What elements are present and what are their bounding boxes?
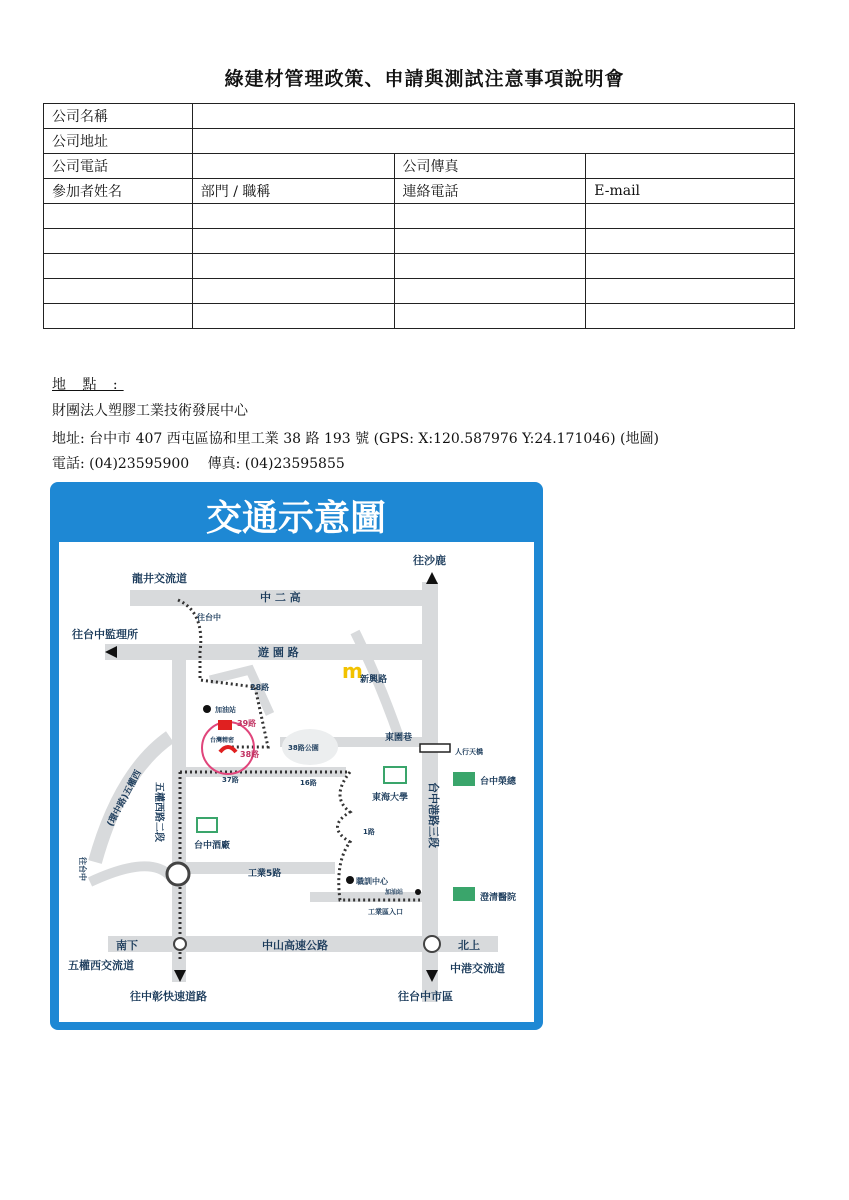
attendee-cell[interactable]	[394, 204, 586, 229]
table-row	[44, 254, 795, 279]
gas-station-icon	[415, 889, 421, 895]
label-road37: 37路	[222, 776, 239, 784]
label-industrial-entry: 工業區入口	[368, 908, 403, 916]
label-footbridge: 人行天橋	[455, 748, 483, 756]
plastics-center-icon	[218, 720, 232, 730]
attendee-cell[interactable]	[586, 254, 795, 279]
label-gas: 加油站	[215, 706, 236, 714]
dept-title-header: 部門 / 職稱	[192, 179, 394, 204]
label-north: 北上	[458, 939, 480, 952]
winery-icon	[197, 818, 217, 832]
address-line[interactable]: 地址: 台中市 407 西屯區協和里工業 38 路 193 號 (GPS: X:120.587976 Y:24.171046) (地圖)	[52, 431, 659, 447]
table-header-row	[44, 179, 795, 204]
label-road5: 工業5路	[248, 869, 282, 879]
footbridge-icon	[420, 744, 450, 752]
table-row	[44, 104, 795, 129]
company-fax-label: 公司傳真	[394, 154, 586, 179]
attendee-cell[interactable]	[44, 254, 193, 279]
company-phone-field[interactable]	[192, 154, 394, 179]
table-row	[44, 304, 795, 329]
attendee-cell[interactable]	[192, 254, 394, 279]
phone-fax-line: 電話: (04)23595900 傳真: (04)23595855	[52, 456, 345, 472]
attendee-cell[interactable]	[586, 279, 795, 304]
attendee-cell[interactable]	[394, 229, 586, 254]
label-south: 南下	[116, 939, 138, 952]
label-to-zhongzhang: 往中彰快速道路	[130, 990, 207, 1003]
company-address-label: 公司地址	[44, 129, 193, 154]
label-winery: 台中酒廠	[194, 841, 231, 851]
label-taichung-port: 台中港路三段	[427, 782, 440, 848]
label-wuquan-west2: 五權西路二段	[153, 782, 164, 842]
label-zhongshan-hwy: 中山高速公路	[262, 939, 328, 952]
label-road39: 39路	[237, 719, 257, 728]
company-name-label: 公司名稱	[44, 104, 193, 129]
attendee-cell[interactable]	[44, 304, 193, 329]
label-road38: 38路	[240, 750, 260, 759]
page-title: 綠建材管理政策、申請與測試注意事項說明會	[224, 68, 625, 90]
attendee-cell[interactable]	[192, 304, 394, 329]
label-zhonggang-ic: 中港交流道	[450, 962, 505, 975]
attendee-cell[interactable]	[44, 229, 193, 254]
attendee-cell[interactable]	[394, 304, 586, 329]
company-fax-field[interactable]	[586, 154, 795, 179]
attendee-cell[interactable]	[44, 279, 193, 304]
university-icon	[384, 767, 406, 783]
label-to-prison: 往台中監理所	[72, 628, 138, 641]
company-address-field[interactable]	[192, 129, 794, 154]
label-plastics: 台灣精密	[210, 737, 235, 744]
table-row	[44, 154, 795, 179]
attendee-cell[interactable]	[192, 279, 394, 304]
traffic-map	[50, 482, 543, 1030]
label-tunghai: 東海大學	[372, 793, 409, 803]
attendee-name-header: 參加者姓名	[44, 179, 193, 204]
hospital-icon	[453, 772, 475, 786]
location-label: 地 點 :	[52, 377, 124, 393]
attendee-cell[interactable]	[586, 204, 795, 229]
label-to-taichung-v: 往台中	[197, 613, 221, 622]
registration-form	[43, 103, 795, 329]
company-name-field[interactable]	[192, 104, 794, 129]
gas-station-icon	[203, 705, 211, 713]
table-row	[44, 129, 795, 154]
table-row	[44, 279, 795, 304]
email-header: E-mail	[586, 179, 795, 204]
label-to-shalu: 往沙鹿	[413, 554, 446, 567]
label-road1: 1路	[363, 828, 375, 836]
attendee-cell[interactable]	[586, 304, 795, 329]
interchange-icon	[424, 936, 440, 952]
label-longjing: 龍井交流道	[132, 572, 187, 585]
label-zhonger: 中 二 高	[260, 591, 301, 604]
table-row	[44, 229, 795, 254]
organization-name: 財團法人塑膠工業技術發展中心	[52, 403, 248, 419]
attendee-cell[interactable]	[586, 229, 795, 254]
label-rongzong: 台中榮總	[480, 777, 517, 787]
label-dongyuan: 東園巷	[385, 733, 413, 743]
label-youyuan: 遊 園 路	[258, 646, 299, 659]
label-chengching: 澄清醫院	[480, 893, 517, 903]
map-title: 交通示意圖	[205, 498, 387, 539]
label-to-downtown: 往台中市區	[398, 990, 453, 1003]
label-training: 職訓中心	[356, 877, 388, 886]
label-road16: 16路	[300, 779, 317, 787]
table-row	[44, 204, 795, 229]
label-xinxing: 新興路	[360, 675, 388, 685]
attendee-cell[interactable]	[394, 254, 586, 279]
label-to-taichung-left: 往台中	[78, 857, 87, 881]
mcdonalds-icon: m	[342, 659, 363, 683]
label-gas2: 加油站	[385, 889, 404, 896]
road-industrial-entry	[310, 892, 424, 902]
interchange-icon	[167, 863, 189, 885]
interchange-icon	[174, 938, 186, 950]
label-park38: 38路公園	[288, 744, 319, 752]
hospital-icon	[453, 887, 475, 901]
label-wuquanxi-exp: (環中路)五權西	[105, 768, 144, 829]
attendee-cell[interactable]	[394, 279, 586, 304]
training-center-icon	[346, 876, 354, 884]
company-phone-label: 公司電話	[44, 154, 193, 179]
label-wuquan-west-ic: 五權西交流道	[68, 959, 134, 972]
attendee-cell[interactable]	[192, 229, 394, 254]
attendee-cell[interactable]	[44, 204, 193, 229]
label-road28: 28路	[250, 683, 270, 692]
attendee-cell[interactable]	[192, 204, 394, 229]
contact-phone-header: 連絡電話	[394, 179, 586, 204]
